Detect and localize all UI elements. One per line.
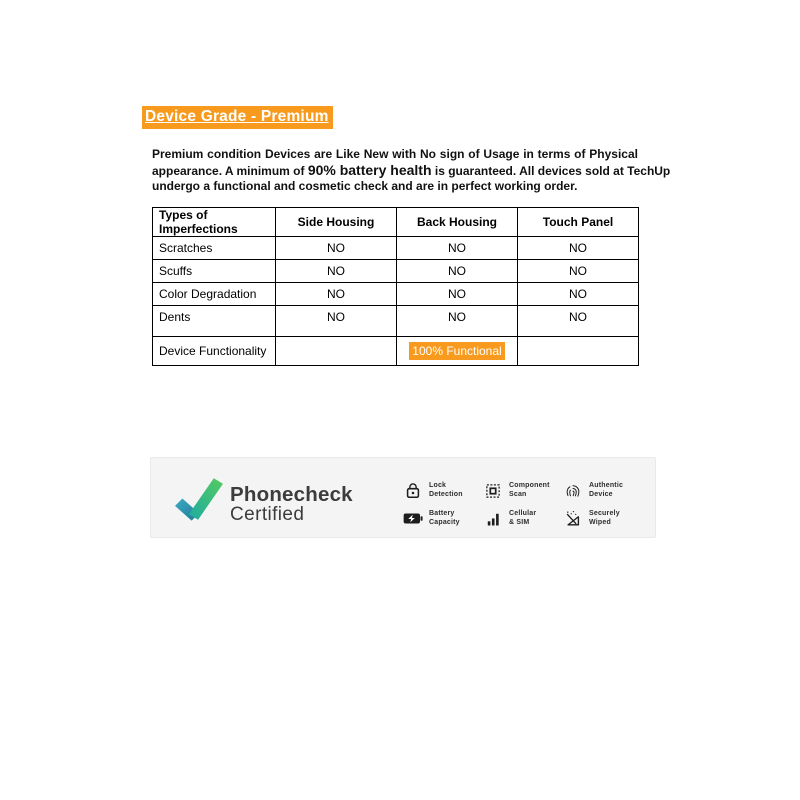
- cell-value: [518, 337, 639, 366]
- header-touch-panel: Touch Panel: [518, 208, 639, 237]
- imperfections-table: [152, 207, 639, 366]
- row-label: Dents: [153, 306, 276, 337]
- paragraph-line-2-post: is guaranteed. All devices sold at TechUp: [431, 163, 671, 178]
- table-row: [153, 337, 639, 366]
- feature-label: Authentic Device: [589, 482, 624, 498]
- brand-subtitle: Certified: [230, 504, 305, 525]
- feature-securely-wiped: [563, 505, 643, 532]
- cell-value: NO: [397, 283, 518, 306]
- cell-value: NO: [397, 237, 518, 260]
- feature-battery-capacity: [403, 505, 483, 532]
- phonecheck-brand: [230, 484, 353, 525]
- lock-icon: [403, 481, 423, 501]
- wipe-icon: [563, 509, 583, 529]
- battery-health-emphasis: 90% battery health: [307, 161, 432, 178]
- signal-bars-icon: [483, 509, 503, 529]
- description-paragraph: [152, 147, 671, 195]
- feature-label: Lock Detection: [429, 482, 463, 498]
- cell-value: NO: [276, 260, 397, 283]
- cell-value: NO: [397, 260, 518, 283]
- cell-value: NO: [518, 283, 639, 306]
- component-scan-icon: [483, 481, 503, 501]
- header-types-of-imperfections: Types of Imperfections: [153, 208, 276, 237]
- feature-label: Battery Capacity: [429, 510, 460, 526]
- cell-value: NO: [397, 306, 518, 337]
- brand-title: Phonecheck: [230, 483, 353, 506]
- cell-value: NO: [276, 283, 397, 306]
- header-back-housing: Back Housing: [397, 208, 518, 237]
- cell-value: NO: [518, 306, 639, 337]
- row-label: Scratches: [153, 237, 276, 260]
- phonecheck-certified-banner: [150, 457, 656, 538]
- battery-icon: [403, 509, 423, 529]
- feature-component-scan: [483, 477, 563, 504]
- cell-value: [276, 337, 397, 366]
- certification-features: [403, 477, 643, 532]
- feature-label: Cellular & SIM: [509, 510, 537, 526]
- paragraph-line-1: Premium condition Devices are Like New with No sign of Usage in terms of Physical: [152, 147, 638, 161]
- cell-value: NO: [518, 237, 639, 260]
- functional-status-badge: 100% Functional: [409, 342, 504, 360]
- row-label: Device Functionality: [153, 337, 276, 366]
- feature-cellular-sim: [483, 505, 563, 532]
- feature-authentic-device: [563, 477, 643, 504]
- table-row: [153, 306, 639, 337]
- feature-lock-detection: [403, 477, 483, 504]
- table-row: [153, 237, 639, 260]
- row-label: Scuffs: [153, 260, 276, 283]
- header-side-housing: Side Housing: [276, 208, 397, 237]
- cell-value: NO: [276, 306, 397, 337]
- cell-value: NO: [276, 237, 397, 260]
- table-row: [153, 283, 639, 306]
- cell-value: NO: [518, 260, 639, 283]
- row-label: Color Degradation: [153, 283, 276, 306]
- cell-value: [397, 337, 518, 366]
- table-row: [153, 260, 639, 283]
- table-header-row: [153, 208, 639, 237]
- phonecheck-checkmark-icon: [175, 475, 223, 522]
- page-title: Device Grade - Premium: [142, 106, 333, 129]
- paragraph-line-2-pre: appearance. A minimum of: [152, 163, 308, 178]
- paragraph-line-2: [152, 161, 671, 180]
- fingerprint-icon: [563, 481, 583, 501]
- feature-label: Securely Wiped: [589, 510, 620, 526]
- paragraph-line-3: undergo a functional and cosmetic check and are in perfect working order.: [152, 179, 578, 193]
- feature-label: Component Scan: [509, 482, 550, 498]
